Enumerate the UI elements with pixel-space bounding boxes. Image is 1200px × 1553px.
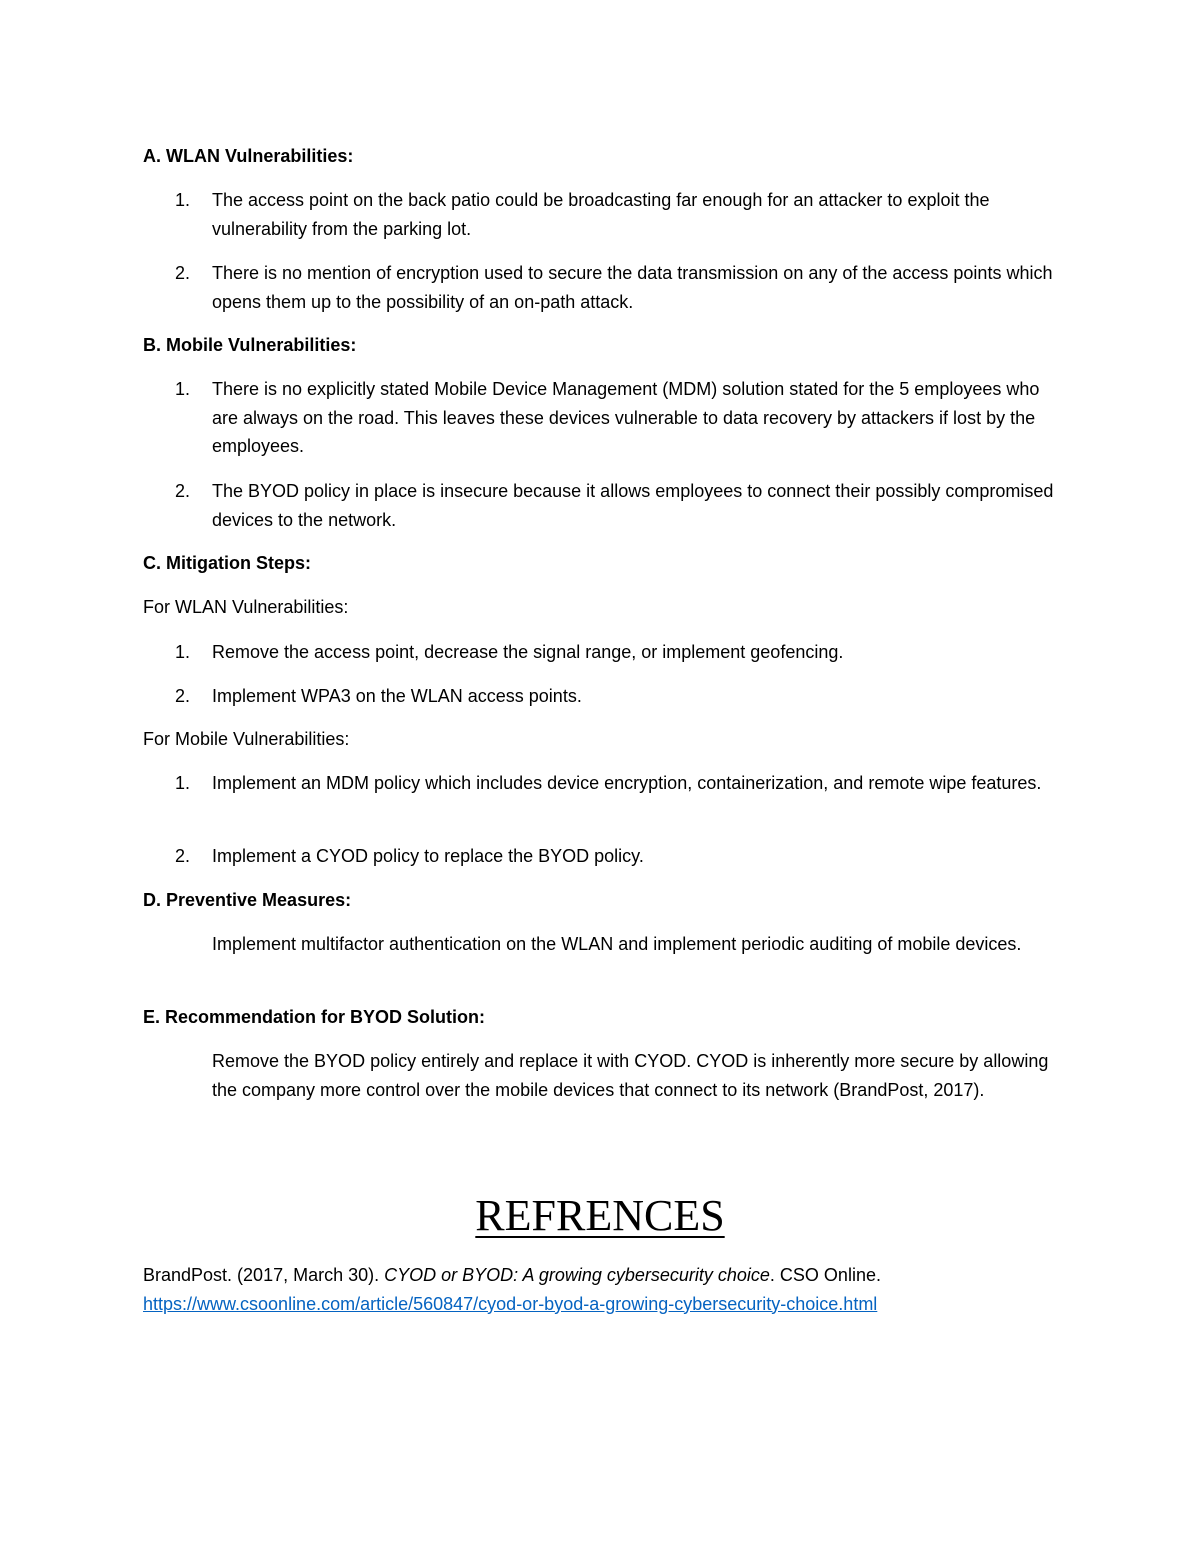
list-number: 2. [175,481,191,501]
list-number: 1. [175,773,191,793]
section-a-heading: A. WLAN Vulnerabilities: [143,146,354,166]
list-text: The BYOD policy in place is insecure because it allows employees to connect their possibly compromised devices to the network. [212,481,1054,530]
recommendation-text: Remove the BYOD policy entirely and replace it with CYOD. CYOD is inherently more secure by allowing the company more control over the mobile devices that connect to its network (BrandPost, 2017). [212,1051,1049,1100]
list-number: 1. [175,190,191,210]
section-e-heading: E. Recommendation for BYOD Solution: [143,1007,486,1027]
section-c-heading: C. Mitigation Steps: [143,553,311,573]
citation-author: BrandPost. (2017, March 30). [143,1265,385,1285]
list-number: 2. [175,263,191,283]
list-text: Remove the access point, decrease the signal range, or implement geofencing. [212,642,844,662]
list-item [143,375,1063,461]
list-item [143,682,1063,711]
list-number: 2. [175,846,191,866]
reference-link[interactable]: https://www.csoonline.com/article/560847/cyod-or-byod-a-growing-cybersecurity-choice.html [143,1293,878,1314]
section-d-heading: D. Preventive Measures: [143,890,352,910]
list-text: The access point on the back patio could be broadcasting far enough for an attacker to exploit the vulnerability from the parking lot. [212,190,990,239]
wlan-subheading: For WLAN Vulnerabilities: [143,597,349,617]
list-text: Implement an MDM policy which includes device encryption, containerization, and remote wipe features. [212,773,1042,793]
preventive-measures-text: Implement multifactor authentication on the WLAN and implement periodic auditing of mobile devices. [212,934,1022,954]
list-number: 1. [175,642,191,662]
list-item [143,842,1063,871]
citation-source: . CSO Online. [769,1265,881,1285]
list-text: Implement a CYOD policy to replace the BYOD policy. [212,846,644,866]
section-b-heading: B. Mobile Vulnerabilities: [143,335,357,355]
list-text: Implement WPA3 on the WLAN access points. [212,686,582,706]
list-number: 2. [175,686,191,706]
list-item [143,259,1063,316]
citation-title: CYOD or BYOD: A growing cybersecurity choice [384,1265,770,1285]
list-text: There is no mention of encryption used to secure the data transmission on any of the access points which opens them up to the possibility of an on-path attack. [212,263,1053,312]
list-number: 1. [175,379,191,399]
list-text: There is no explicitly stated Mobile Device Management (MDM) solution stated for the 5 employees who are always on the road. This leaves these devices vulnerable to data recovery by attackers if lost by the employees. [212,379,1040,456]
list-item [143,769,1063,798]
list-item [143,638,1063,667]
list-item [143,477,1063,534]
references-title: REFRENCES [475,1191,725,1240]
reference-citation [143,1261,1063,1318]
mobile-subheading: For Mobile Vulnerabilities: [143,729,350,749]
list-item [143,186,1063,243]
